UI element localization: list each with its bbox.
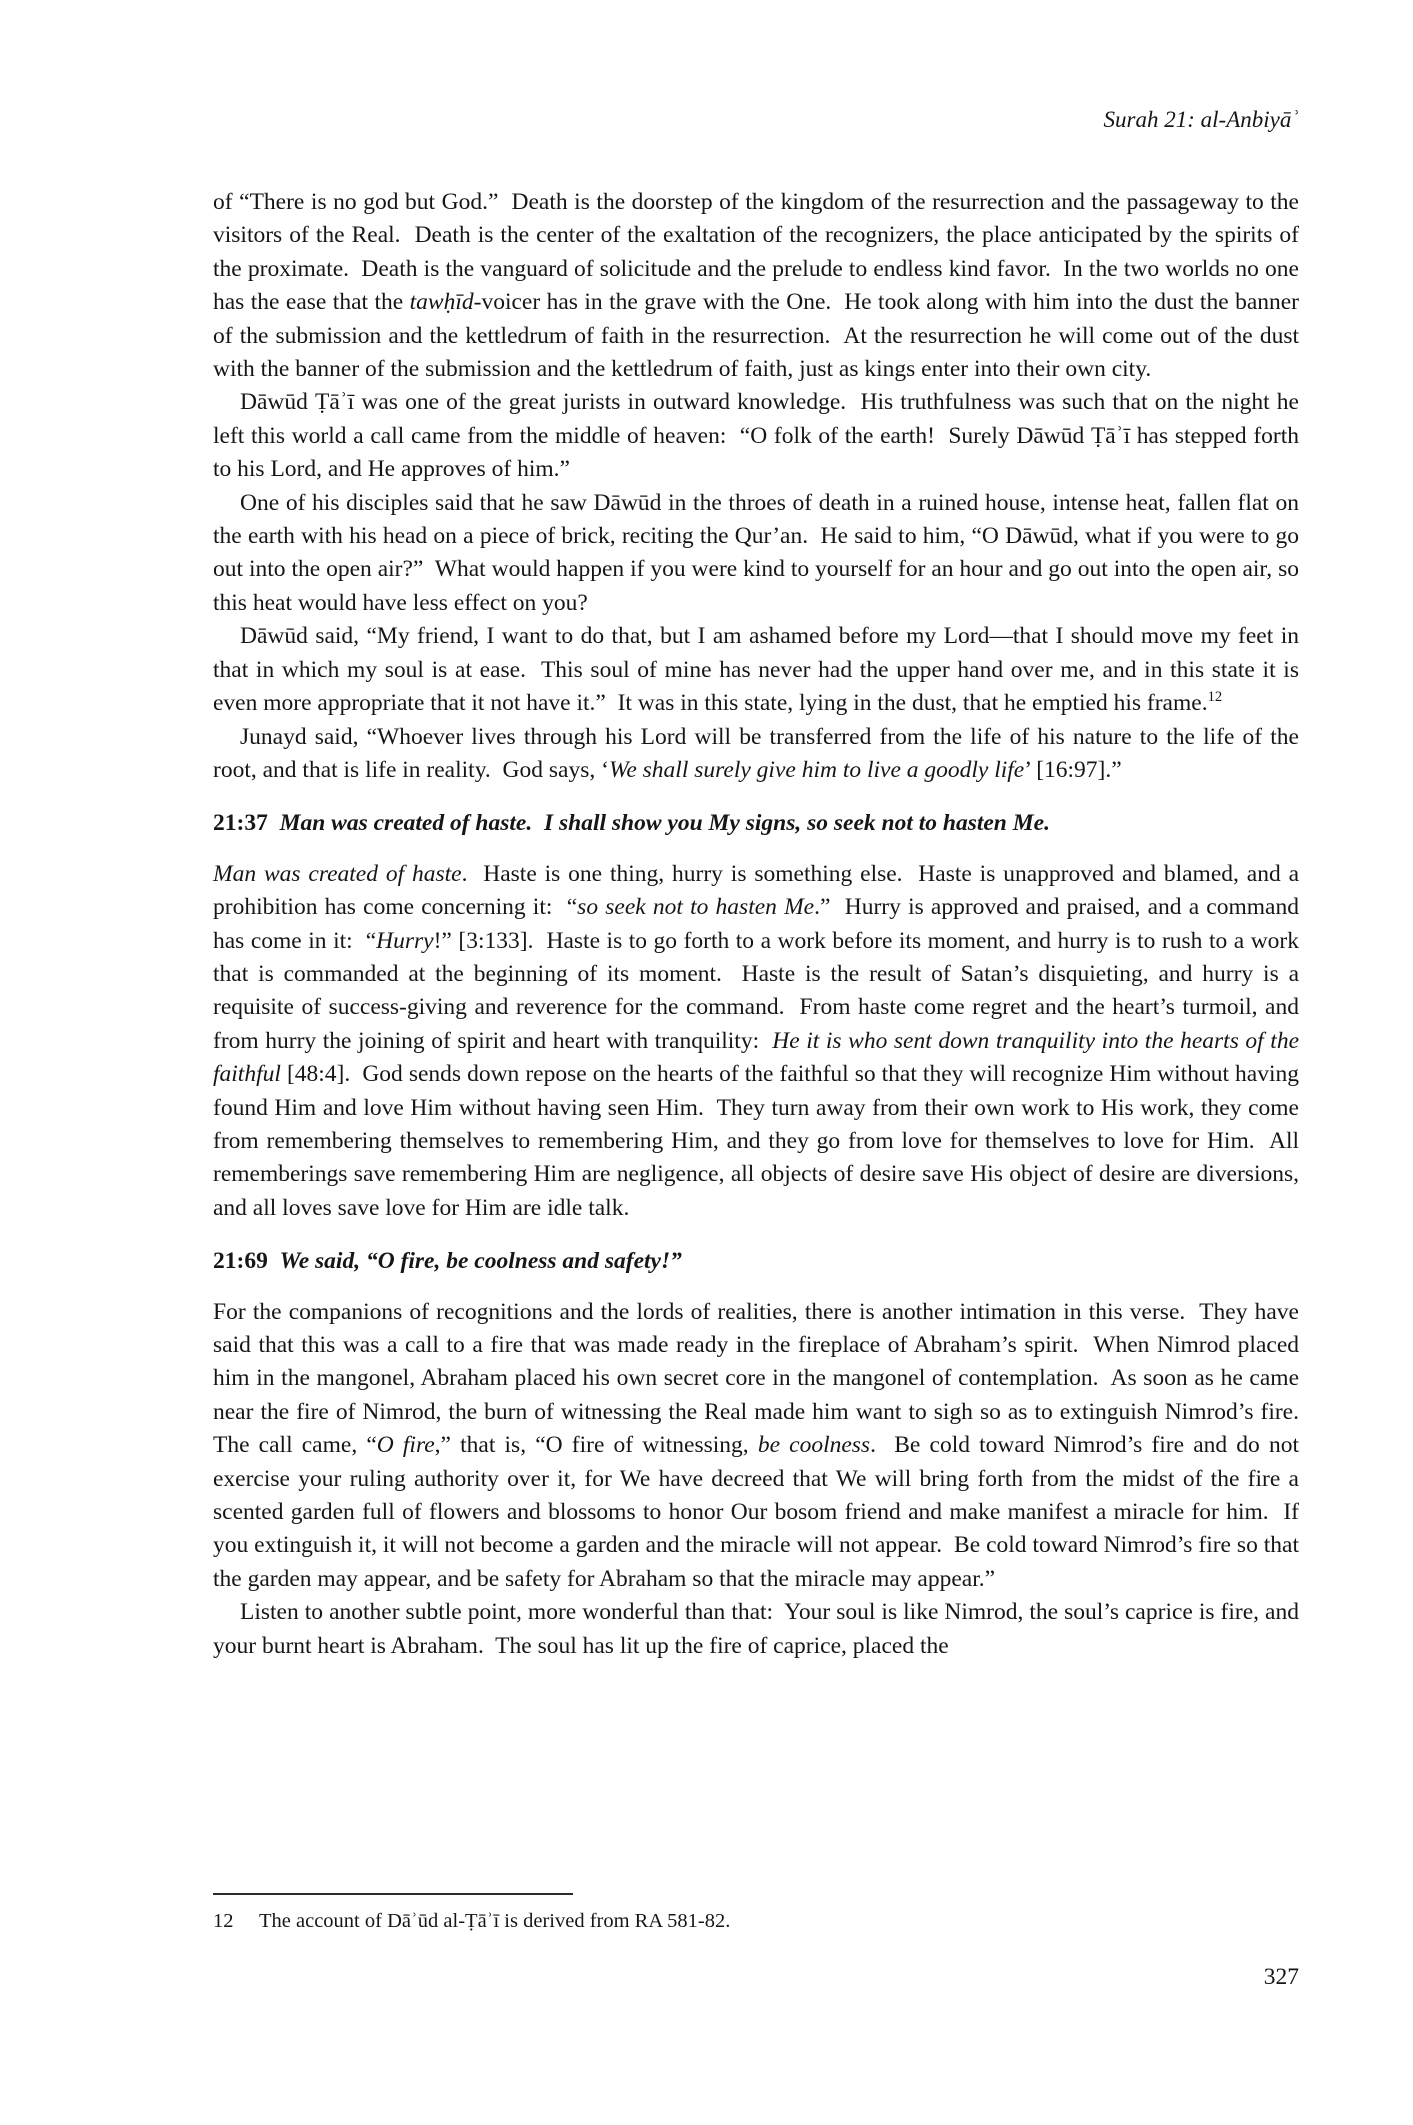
footnote-text: The account of Dāʾūd al-Ṭāʾī is derived from RA 581-82. [259, 1910, 731, 1932]
page-body [213, 186, 1311, 1663]
verse-heading [213, 1245, 1299, 1278]
text-run: -voicer has in the grave with the One. He took along with him into the dust the banner of the submission and the kettledrum of faith in the resurrection. At the resurrection he will come out of the dust with the banner of the submission and the kettledrum of faith, just as kings enter into their own city. [213, 289, 1305, 383]
text-run: of “There is no god but God.” Death is the doorstep of the kingdom of the resurrection and the passageway to the visitors of the Real. Death is the center of the exaltation of the recognizers, the place anticipated by the spirits of the proximate. Death is the vanguard of solicitude and the prelude to endless kind favor. In the two worlds no one has the ease that the [213, 189, 1305, 316]
text-run: Listen to another subtle point, more wonderful than that: Your soul is like Nimrod, the soul’s caprice is fire, and your burnt heart is Abraham. The soul has lit up the fire of caprice, placed the [213, 1599, 1305, 1659]
text-run: Junayd said, “Whoever lives through his Lord will be transferred from the life of his nature to the life of the root, and that is life in reality. God says, ‘ [213, 723, 1305, 783]
footnote-block [213, 1893, 1299, 1935]
text-run: 21:37 [213, 810, 280, 837]
text-run: Man was created of haste [213, 860, 462, 887]
text-run: ,” that is, “O fire of witnessing, [434, 1432, 758, 1459]
body-paragraph [213, 1296, 1311, 1597]
verse-heading [213, 807, 1299, 840]
text-run: Dāwūd said, “My friend, I want to do that, but I am ashamed before my Lord—that I should move my feet in that in which my soul is at ease. This soul of mine has never had the upper hand over me, and in this state it is even more appropriate that it not have it.” It was in this state, lying in the dust, that he emptied his frame. [213, 623, 1305, 717]
text-run: .” Hurry is approved and praised, and a command has come in it: “ [213, 894, 1305, 954]
text-run: One of his disciples said that he saw Dāwūd in the throes of death in a ruined house, intense heat, fallen flat on the earth with his head on a piece of brick, reciting the Qur’an. He said to him, “O Dāwūd, what if you were to go out into the open air?” What would happen if you were kind to yourself for an hour and go out into the open air, so this heat would have less effect on you? [213, 489, 1305, 616]
body-paragraph [213, 487, 1305, 621]
footnote-separator [213, 1893, 573, 1895]
text-run: !” [3:133]. Haste is to go forth to a work before its moment, and hurry is to rush to a work that is commanded at the beginning of its moment. Haste is the result of Satan’s disquieting, and hurry is a requisite of success-giving and reverence for the command. From haste come regret and the heart’s turmoil, and from hurry the joining of spirit and heart with tranquility: [213, 927, 1305, 1054]
text-run: ’ [16:97].” [1024, 756, 1122, 783]
text-run: Man was created of haste. I shall show you My signs, so seek not to hasten Me. [279, 810, 1050, 837]
footnote-marker: 12 [1207, 689, 1223, 706]
text-run: He it is who sent down tranquility into the hearts of the faithful [213, 1027, 1305, 1088]
page-number: 327 [1263, 1964, 1299, 1990]
body-paragraph [213, 186, 1305, 386]
footnote [213, 1908, 1299, 1935]
text-run: O fire [376, 1432, 435, 1459]
text-run: tawḥīd [409, 289, 474, 316]
running-head: Surah 21: al-Anbiyāʾ [1103, 107, 1299, 132]
text-run: . Haste is one thing, hurry is something else. Haste is unapproved and blamed, and a prohibition has come concerning it: “ [213, 860, 1305, 921]
text-run: 21:69 [213, 1248, 280, 1275]
body-paragraph [213, 721, 1305, 788]
body-paragraph [213, 858, 1305, 1225]
footnote-number: 12 [213, 1910, 234, 1932]
text-run: . Be cold toward Nimrod’s fire and do not exercise your ruling authority over it, for We have decreed that We will bring forth from the midst of the fire a scented garden full of flowers and blossoms to honor Our bosom friend and make manifest a miracle for him. If you extinguish it, it will not become a garden and the miracle will not appear. Be cold toward Nimrod’s fire so that the garden may appear, and be safety for Abraham so that the miracle may appear.” [213, 1432, 1305, 1592]
body-paragraph [213, 386, 1305, 486]
text-run: For the companions of recognitions and the lords of realities, there is another intimation in this verse. They have said that this was a call to a fire that was made ready in the fireplace of Abraham’s spirit. When Nimrod placed him in the mangonel, Abraham placed his own secret core in the mangonel of contemplation. As soon as he came near the fire of Nimrod, the burn of witnessing the Real made him want to sigh so as to extinguish Nimrod’s fire. The call came, “ [213, 1298, 1311, 1459]
text-run: Dāwūd Ṭāʾī was one of the great jurists in outward knowledge. His truthfulness was such that on the night he left this world a call came from the middle of heaven: “O folk of the earth! Surely Dāwūd Ṭāʾī has stepped forth to his Lord, and He approves of him.” [213, 389, 1305, 483]
text-run: We shall surely give him to live a goodly life [608, 756, 1025, 783]
text-run: Hurry [376, 927, 434, 954]
body-paragraph [213, 620, 1305, 720]
text-run: be coolness [757, 1432, 871, 1459]
text-run: [48:4]. God sends down repose on the hearts of the faithful so that they will recognize Him without having found Him and love Him without having seen Him. They turn away from their own work to His work, they come from remembering themselves to remembering Him, and they go from love for themselves to love for Him. All rememberings save remembering Him are negligence, all objects of desire save His object of desire are diversions, and all loves save love for Him are idle talk. [213, 1061, 1305, 1221]
text-run: We said, “O fire, be coolness and safety!” [279, 1248, 682, 1275]
text-run: so seek not to hasten Me [577, 894, 815, 921]
body-paragraph [213, 1596, 1305, 1663]
